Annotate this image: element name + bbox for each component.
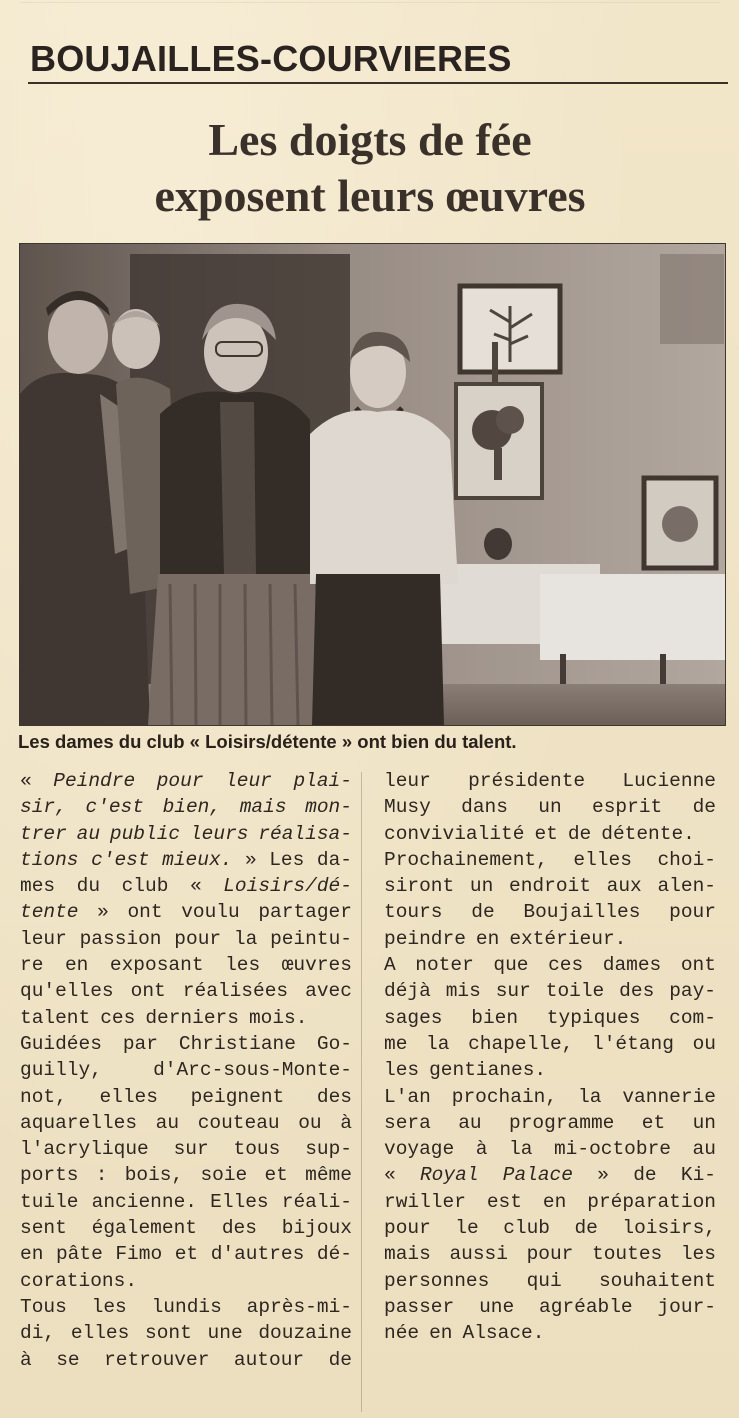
body-word: à [20,1348,32,1371]
body-line [384,1241,716,1267]
body-line [20,1110,352,1136]
body-word: elles [99,1085,158,1108]
body-word: peignent [190,1085,285,1108]
body-word: mois. [248,1006,308,1029]
body-word: au [76,822,101,845]
body-word: du [76,875,101,898]
section-rubric: BOUJAILLES-COURVIERES [30,38,512,79]
body-word: ces [100,1006,136,1029]
body-line [384,1162,716,1188]
article-headline [20,112,720,224]
body-line [384,794,716,820]
body-word: sera [384,1111,431,1134]
body-word: Loisirs/dé- [223,875,352,898]
body-word: de [692,796,716,819]
body-word: esprit [592,796,663,819]
body-word: réalisa- [258,822,352,845]
body-word: aquarelles [20,1111,138,1134]
body-line [384,821,716,847]
body-word: œuvres [281,954,352,977]
body-word: » [597,1164,609,1187]
body-word: jour- [657,1295,716,1318]
body-word: au [692,1138,716,1161]
body-word: sont [145,1322,192,1345]
body-word: et [174,1243,199,1266]
body-word: Royal [419,1164,479,1187]
body-word: tuile [20,1190,79,1213]
body-word: passion [79,927,162,950]
column-divider [361,772,362,1412]
body-line [20,1057,352,1083]
body-line [20,1005,352,1031]
body-line [20,926,352,952]
body-word: se [56,1348,80,1371]
body-line [384,873,716,899]
body-word: sir, [20,796,67,819]
body-word: Tous [20,1295,67,1318]
body-word: Peindre [53,770,136,792]
body-word: pour [384,1217,431,1240]
body-word: plai- [293,770,352,792]
body-word: autour [233,1348,305,1371]
body-word: l'acrylique [20,1138,149,1161]
body-word: même [305,1164,352,1187]
body-word: chapelle, [468,1032,574,1055]
body-word: lundis [151,1295,222,1318]
body-line [20,978,352,1004]
body-word: par [122,1032,158,1055]
body-word: toile [545,980,605,1003]
body-word: et [264,1164,288,1187]
body-word: leur [225,770,272,792]
body-word: com- [669,1006,716,1029]
body-word: et [641,1111,666,1134]
body-word: mi-octobre [553,1138,671,1161]
body-word: trer [20,822,67,845]
body-word: voyage [384,1138,455,1161]
body-word: peindre [384,927,466,950]
body-line [384,899,716,925]
body-line [384,1215,716,1241]
body-line [20,1241,352,1267]
body-word: détente. [601,822,695,845]
body-word: la [426,1032,450,1055]
body-word: tions [20,848,79,871]
body-word: en [429,1322,453,1345]
body-word: Boujailles [523,901,641,924]
body-word: L'an [384,1085,431,1108]
body-line [384,926,716,952]
body-word: est [486,1190,522,1213]
body-word: Ki- [680,1164,716,1187]
body-word: au [458,1111,482,1134]
body-word: convivialité [384,822,525,845]
body-word: » [97,901,109,924]
body-word: personnes [384,1269,490,1292]
rubric-underline [28,82,728,84]
body-word: que [493,954,529,977]
body-word: ces [548,954,584,977]
body-word: choi- [657,848,716,871]
body-word: mes [20,875,56,898]
body-word: pour [526,1243,574,1266]
body-word: voulu [181,901,240,924]
body-word: pour [669,901,716,924]
body-word: ancienne. [91,1190,197,1213]
body-word: elles [573,848,632,871]
body-word: endroit [509,875,591,898]
body-word: aussi [449,1243,508,1266]
bleed-through-texture [20,2,720,33]
body-word: également [91,1217,197,1240]
body-word: douzaine [258,1322,352,1345]
body-word: not, [20,1085,67,1108]
body-word: talent [20,1006,91,1029]
body-word: Guidées [20,1032,102,1055]
body-word: présidente [468,770,586,792]
body-word: Elles [210,1190,269,1213]
body-word: Alsace. [462,1322,545,1345]
body-word: des [221,1217,257,1240]
body-word: retrouver [104,1348,210,1371]
body-word: Musy [384,796,431,819]
body-word: à [340,1111,352,1134]
body-word: de [633,1164,657,1187]
body-word: une [479,1295,515,1318]
body-word: A [384,954,396,977]
body-word: pay- [669,980,716,1003]
body-word: mis [445,980,481,1003]
body-line [20,1136,352,1162]
body-line [20,1294,352,1320]
body-word: après-mi- [246,1295,352,1318]
body-word: un [469,875,494,898]
photo-grain [20,244,725,725]
body-word: Christiane [178,1032,296,1055]
body-word: réali- [281,1190,352,1213]
body-word: les [91,1295,127,1318]
body-line [384,1136,716,1162]
body-word: « [20,770,32,792]
body-word: corations. [20,1269,138,1292]
article-photo [19,243,726,726]
body-word: des [619,980,655,1003]
body-word: elles [70,1322,130,1345]
body-line [384,1189,716,1215]
body-word: ont [127,901,163,924]
body-word: : [95,1164,108,1187]
body-word: ou [692,1032,716,1055]
body-word: les [680,1243,716,1266]
body-word: d'Arc-sous-Monte- [153,1059,352,1082]
body-word: en [64,954,89,977]
body-word: Palace [502,1164,573,1187]
body-word: un [692,1111,716,1134]
body-word: toutes [592,1243,663,1266]
body-word: à [475,1138,488,1161]
body-word: les [384,1059,420,1082]
body-word: déjà [384,980,431,1003]
body-word: qu'elles [20,980,114,1003]
body-line [384,1110,716,1136]
body-line [384,1294,716,1320]
body-word: alen- [657,875,716,898]
body-word: Lucienne [622,770,716,792]
body-word: programme [509,1111,615,1134]
body-word: siront [384,875,455,898]
body-word: dans [461,796,508,819]
article-column-right [384,768,716,1347]
body-word: rwiller [384,1190,466,1213]
body-word: préparation [587,1190,716,1213]
body-word: ont [680,954,716,977]
body-line [20,899,352,925]
body-line [20,1215,352,1241]
body-word: dé- [316,1243,352,1266]
body-word: réalisées [182,980,289,1003]
body-word: la [509,1138,533,1161]
body-word: prochain, [451,1085,558,1108]
body-word: des [316,1085,352,1108]
body-word: en [475,927,500,950]
body-line [20,873,352,899]
body-word: sup- [305,1138,352,1161]
body-word: sages [384,1006,443,1029]
body-line [20,1189,352,1215]
body-word: en [20,1243,44,1266]
body-word: leur [384,770,431,792]
body-word: c'est [85,796,144,819]
body-word: peintu- [270,927,352,950]
body-word: me [384,1032,408,1055]
body-word: da- [316,848,352,871]
body-word: di, [20,1322,56,1345]
body-word: en [542,1190,567,1213]
body-word: mais [384,1243,431,1266]
body-line [20,821,352,847]
body-word: ports [20,1164,79,1187]
body-line [20,1268,352,1294]
body-line [20,1162,352,1188]
article-column-left [20,768,352,1373]
body-word: passer [384,1295,455,1318]
body-line [384,1320,716,1346]
body-word: bien [471,1006,519,1029]
body-word: tous [233,1138,281,1161]
body-word: de [567,822,592,845]
body-word: extérieur. [509,927,627,950]
body-line [384,1005,716,1031]
photo-illustration [20,244,725,725]
body-word: exposant [109,954,204,977]
body-word: de [471,901,495,924]
body-word: agréable [539,1295,633,1318]
body-word: aux [606,875,642,898]
body-line [384,847,716,873]
body-word: une [207,1322,243,1345]
headline-line-2: exposent leurs œuvres [154,170,586,221]
body-word: ou [298,1111,322,1134]
body-word: de [328,1348,352,1371]
body-word: de [574,1217,598,1240]
body-word: vannerie [622,1085,716,1108]
body-word: sur [495,980,531,1003]
body-word: mieux. [162,848,233,871]
body-word: pour [174,927,222,950]
body-line [20,768,352,794]
body-word: leurs [189,822,249,845]
body-word: « [189,875,202,898]
body-line [384,952,716,978]
body-line [20,794,352,820]
body-word: » [244,848,257,871]
body-line [20,847,352,873]
body-word: sent [20,1217,67,1240]
body-word: noter [415,954,474,977]
body-word: pour [156,770,204,792]
body-word: tente [20,901,79,924]
body-word: Fimo [115,1243,163,1266]
body-word: mon- [305,796,352,819]
body-word: loisirs, [622,1217,716,1240]
body-line [20,1084,352,1110]
body-line [384,1057,716,1083]
photo-caption: Les dames du club « Loisirs/détente » ont bien du talent. [18,731,517,752]
body-word: dames [602,954,662,977]
body-word: d'autres [210,1243,305,1266]
body-word: couteau [197,1111,280,1134]
body-word: club [503,1217,550,1240]
body-word: née [384,1322,420,1345]
body-word: mais [239,796,287,819]
body-word: sur [173,1138,209,1161]
body-word: Prochainement, [384,848,548,871]
body-word: Les [269,848,305,871]
body-word: bien, [162,796,222,819]
body-line [20,952,352,978]
body-word: qui [526,1269,562,1292]
body-word: club [121,875,169,898]
body-word: partager [258,901,352,924]
body-line [384,978,716,1004]
body-word: re [20,954,44,977]
headline-line-1: Les doigts de fée [208,114,532,165]
body-word: typiques [546,1006,641,1029]
body-word: les [225,954,261,977]
body-word: la [578,1085,602,1108]
body-line [20,1347,352,1373]
body-line [384,1031,716,1057]
body-word: pâte [55,1243,103,1266]
body-word: ont [130,980,166,1003]
body-line [384,1268,716,1294]
body-word: « [384,1164,396,1187]
body-word: tours [384,901,443,924]
body-word: derniers [145,1006,239,1029]
body-word: le [455,1217,479,1240]
body-word: souhaitent [598,1269,716,1292]
body-word: gentianes. [429,1059,547,1082]
body-line [20,1320,352,1346]
body-word: leur [20,927,67,950]
body-word: c'est [91,848,150,871]
body-word: soie [200,1164,248,1187]
body-line [20,1031,352,1057]
body-word: au [155,1111,180,1134]
body-line [384,768,716,794]
body-word: la [233,927,258,950]
body-word: un [538,796,562,819]
body-word: l'étang [592,1032,674,1055]
body-word: et [534,822,558,845]
body-word: public [109,822,181,845]
body-word: bijoux [281,1217,352,1240]
body-word: Go- [316,1032,352,1055]
body-word: avec [305,980,352,1003]
body-word: guilly, [20,1059,102,1082]
body-line [384,1084,716,1110]
body-word: bois, [124,1164,184,1187]
